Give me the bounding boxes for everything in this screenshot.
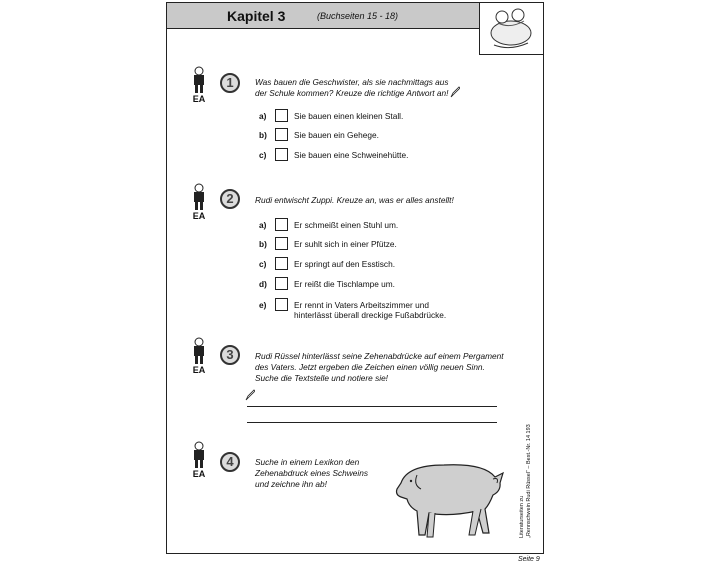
task-2-option-a[interactable]: a) Er schmeißt einen Stuhl um. xyxy=(259,220,399,230)
task-2-question: Rudi entwischt Zuppi. Kreuze an, was er alles anstellt! xyxy=(255,195,454,205)
chapter-pages: (Buchseiten 15 - 18) xyxy=(317,11,399,21)
student-icon xyxy=(189,337,209,379)
pencil-icon xyxy=(450,86,460,98)
student-icon xyxy=(189,183,209,225)
checkbox[interactable] xyxy=(275,109,288,122)
task-1-option-a[interactable]: a) Sie bauen einen kleinen Stall. xyxy=(259,111,404,121)
answer-line[interactable] xyxy=(247,422,497,423)
task-2-option-e[interactable]: e) Er rennt in Vaters Arbeitszimmer und hinterlässt überall dreckige Fußabdrücke. xyxy=(259,300,447,320)
task-4-question: Suche in einem Lexikon den Zehenabdruck eines Schweins und zeichne ihn ab! xyxy=(255,457,368,489)
task-1-option-b[interactable]: b) Sie bauen ein Gehege. xyxy=(259,130,379,140)
chapter-title: Kapitel 3 xyxy=(227,8,286,24)
task-2-option-d[interactable]: d) Er reißt die Tischlampe um. xyxy=(259,279,395,289)
task-2-option-c[interactable]: c) Er springt auf den Esstisch. xyxy=(259,259,395,269)
task-number-2: 2 xyxy=(220,189,240,209)
task-number-4: 4 xyxy=(220,452,240,472)
checkbox[interactable] xyxy=(275,277,288,290)
task-1-question: Was bauen die Geschwister, als sie nachmittags aus der Schule kommen? Kreuze die richtige Antwort an! xyxy=(255,77,449,98)
pencil-icon xyxy=(245,389,255,401)
checkbox[interactable] xyxy=(275,257,288,270)
student-icon xyxy=(189,441,209,483)
publisher-side-text: Literaturseiten zu „Rennschwein Rudi Rüssel“ – Best.-Nr. 14 193 xyxy=(519,424,532,538)
task-1-option-c[interactable]: c) Sie bauen eine Schweinehütte. xyxy=(259,150,409,160)
checkbox[interactable] xyxy=(275,218,288,231)
task-number-3: 3 xyxy=(220,345,240,365)
checkbox[interactable] xyxy=(275,148,288,161)
student-icon xyxy=(189,66,209,108)
mode-label: EA xyxy=(192,469,206,479)
page-number: Seite 9 xyxy=(518,556,540,563)
children-illustration xyxy=(479,3,543,55)
task-2-option-b[interactable]: b) Er suhlt sich in einer Pfütze. xyxy=(259,239,397,249)
pig-illustration xyxy=(389,455,507,540)
answer-line[interactable] xyxy=(247,406,497,407)
checkbox[interactable] xyxy=(275,128,288,141)
checkbox[interactable] xyxy=(275,237,288,250)
worksheet-page xyxy=(166,2,544,554)
task-number-1: 1 xyxy=(220,73,240,93)
chapter-header xyxy=(167,3,479,29)
mode-label: EA xyxy=(192,94,206,104)
checkbox[interactable] xyxy=(275,298,288,311)
task-3-question: Rudi Rüssel hinterlässt seine Zehenabdrücke auf einem Pergament des Vaters. Jetzt ergeben die Zeichen einen völlig neuen Sinn. Suche die Textstelle und notiere sie! xyxy=(255,351,504,383)
mode-label: EA xyxy=(192,365,206,375)
mode-label: EA xyxy=(192,211,206,221)
